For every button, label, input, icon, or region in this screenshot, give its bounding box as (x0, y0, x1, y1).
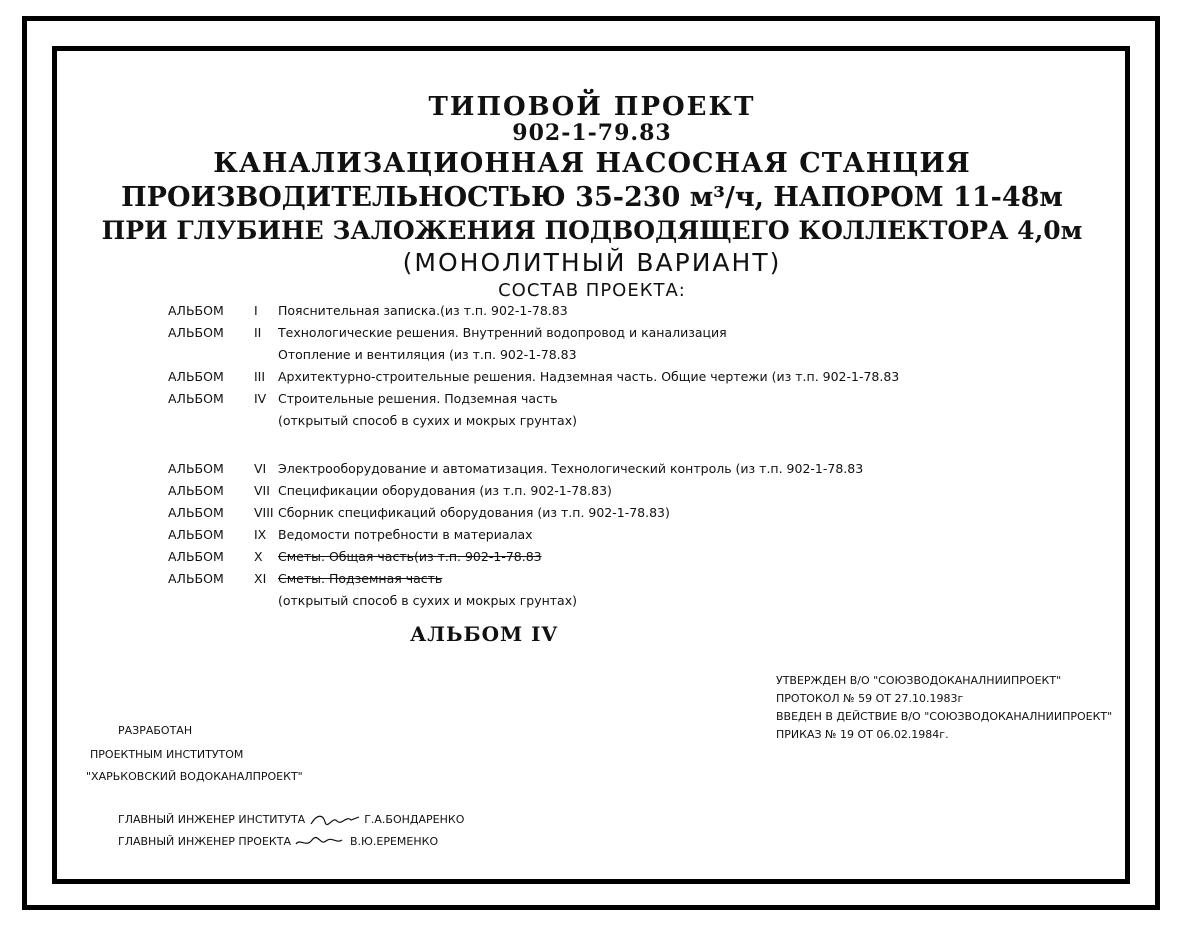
album-text: Пояснительная записка.(из т.п. 902-1-78.83 (278, 303, 568, 318)
album-number: II (254, 325, 262, 340)
album-text: Электрооборудование и автоматизация. Технологический контроль (из т.п. 902-1-78.83 (278, 461, 864, 476)
album-label: АЛЬБОМ (168, 571, 224, 586)
album-number: VIII (254, 505, 274, 520)
signature-row (118, 834, 438, 850)
album-label: АЛЬБОМ (168, 391, 224, 406)
signature-row (118, 812, 464, 828)
album-number: I (254, 303, 258, 318)
album-text: Строительные решения. Подземная часть (278, 391, 558, 406)
title-line-5: ПРИ ГЛУБИНЕ ЗАЛОЖЕНИЯ ПОДВОДЯЩЕГО КОЛЛЕКТОРА 4,0м (101, 216, 1083, 245)
album-text: Отопление и вентиляция (из т.п. 902-1-78.83 (278, 347, 577, 362)
album-label: АЛЬБОМ (168, 461, 224, 476)
developer-line-1: РАЗРАБОТАН (118, 724, 193, 737)
title-line-3: КАНАЛИЗАЦИОННАЯ НАСОСНАЯ СТАНЦИЯ (213, 148, 971, 179)
title-line-6: (МОНОЛИТНЫЙ ВАРИАНТ) (402, 248, 782, 277)
album-text: Архитектурно-строительные решения. Надземная часть. Общие чертежи (из т.п. 902-1-78.83 (278, 369, 900, 384)
album-number: III (254, 369, 266, 384)
signature-name: В.Ю.ЕРЕМЕНКО (349, 835, 439, 848)
approval-line-1: УТВЕРЖДЕН В/О "СОЮЗВОДОКАНАЛНИИПРОЕКТ" (776, 674, 1062, 687)
album-text: (открытый способ в сухих и мокрых грунтах) (278, 593, 577, 608)
album-row (168, 461, 863, 476)
handwritten-signature-icon (309, 812, 361, 828)
album-row (168, 413, 577, 428)
album-text: Технологические решения. Внутренний водопровод и канализация (278, 325, 727, 340)
signature-role: ГЛАВНЫЙ ИНЖЕНЕР ПРОЕКТА (118, 835, 291, 848)
album-number: VI (254, 461, 267, 476)
album-row-struck (168, 571, 442, 586)
album-row (168, 593, 577, 608)
approval-line-3: ВВЕДЕН В ДЕЙСТВИЕ В/О "СОЮЗВОДОКАНАЛНИИПРОЕКТ" (776, 710, 1113, 723)
album-label: АЛЬБОМ (168, 483, 224, 498)
project-number: 902-1-79.83 (512, 120, 672, 146)
album-row (168, 325, 727, 340)
album-number: IX (254, 527, 267, 542)
album-row (168, 527, 533, 542)
album-row (168, 391, 558, 406)
album-row (168, 369, 899, 384)
developer-line-3: "ХАРЬКОВСКИЙ ВОДОКАНАЛПРОЕКТ" (86, 770, 303, 783)
album-label: АЛЬБОМ (168, 505, 224, 520)
approval-line-4: ПРИКАЗ № 19 ОТ 06.02.1984г. (776, 728, 949, 741)
album-label: АЛЬБОМ (168, 325, 224, 340)
title-line-1: ТИПОВОЙ ПРОЕКТ (428, 92, 756, 122)
album-text: (открытый способ в сухих и мокрых грунтах) (278, 413, 577, 428)
album-text: Сборник спецификаций оборудования (из т.п. 902-1-78.83) (278, 505, 670, 520)
developer-line-2: ПРОЕКТНЫМ ИНСТИТУТОМ (90, 748, 244, 761)
album-text: Спецификации оборудования (из т.п. 902-1-78.83) (278, 483, 612, 498)
album-number: XI (254, 571, 267, 586)
album-title: АЛЬБОМ IV (410, 622, 558, 646)
approval-line-2: ПРОТОКОЛ № 59 ОТ 27.10.1983г (776, 692, 964, 705)
title-line-4: ПРОИЗВОДИТЕЛЬНОСТЬЮ 35-230 м³/ч, НАПОРОМ 11-48м (121, 182, 1063, 213)
album-text: Сметы. Подземная часть (278, 571, 443, 586)
album-number: X (254, 549, 263, 564)
album-label: АЛЬБОМ (168, 369, 224, 384)
album-row (168, 303, 568, 318)
album-number: VII (254, 483, 270, 498)
signature-role: ГЛАВНЫЙ ИНЖЕНЕР ИНСТИТУТА (118, 813, 306, 826)
album-label: АЛЬБОМ (168, 303, 224, 318)
album-text: Сметы. Общая часть(из т.п. 902-1-78.83 (278, 549, 542, 564)
album-text: Ведомости потребности в материалах (278, 527, 533, 542)
album-label: АЛЬБОМ (168, 527, 224, 542)
signature-name: Г.А.БОНДАРЕНКО (364, 813, 465, 826)
album-number: IV (254, 391, 267, 406)
album-row (168, 483, 612, 498)
album-label: АЛЬБОМ (168, 549, 224, 564)
album-row (168, 505, 670, 520)
album-row (168, 347, 577, 362)
album-row-struck (168, 549, 542, 564)
handwritten-signature-icon (294, 834, 346, 850)
composition-heading: СОСТАВ ПРОЕКТА: (498, 280, 686, 301)
